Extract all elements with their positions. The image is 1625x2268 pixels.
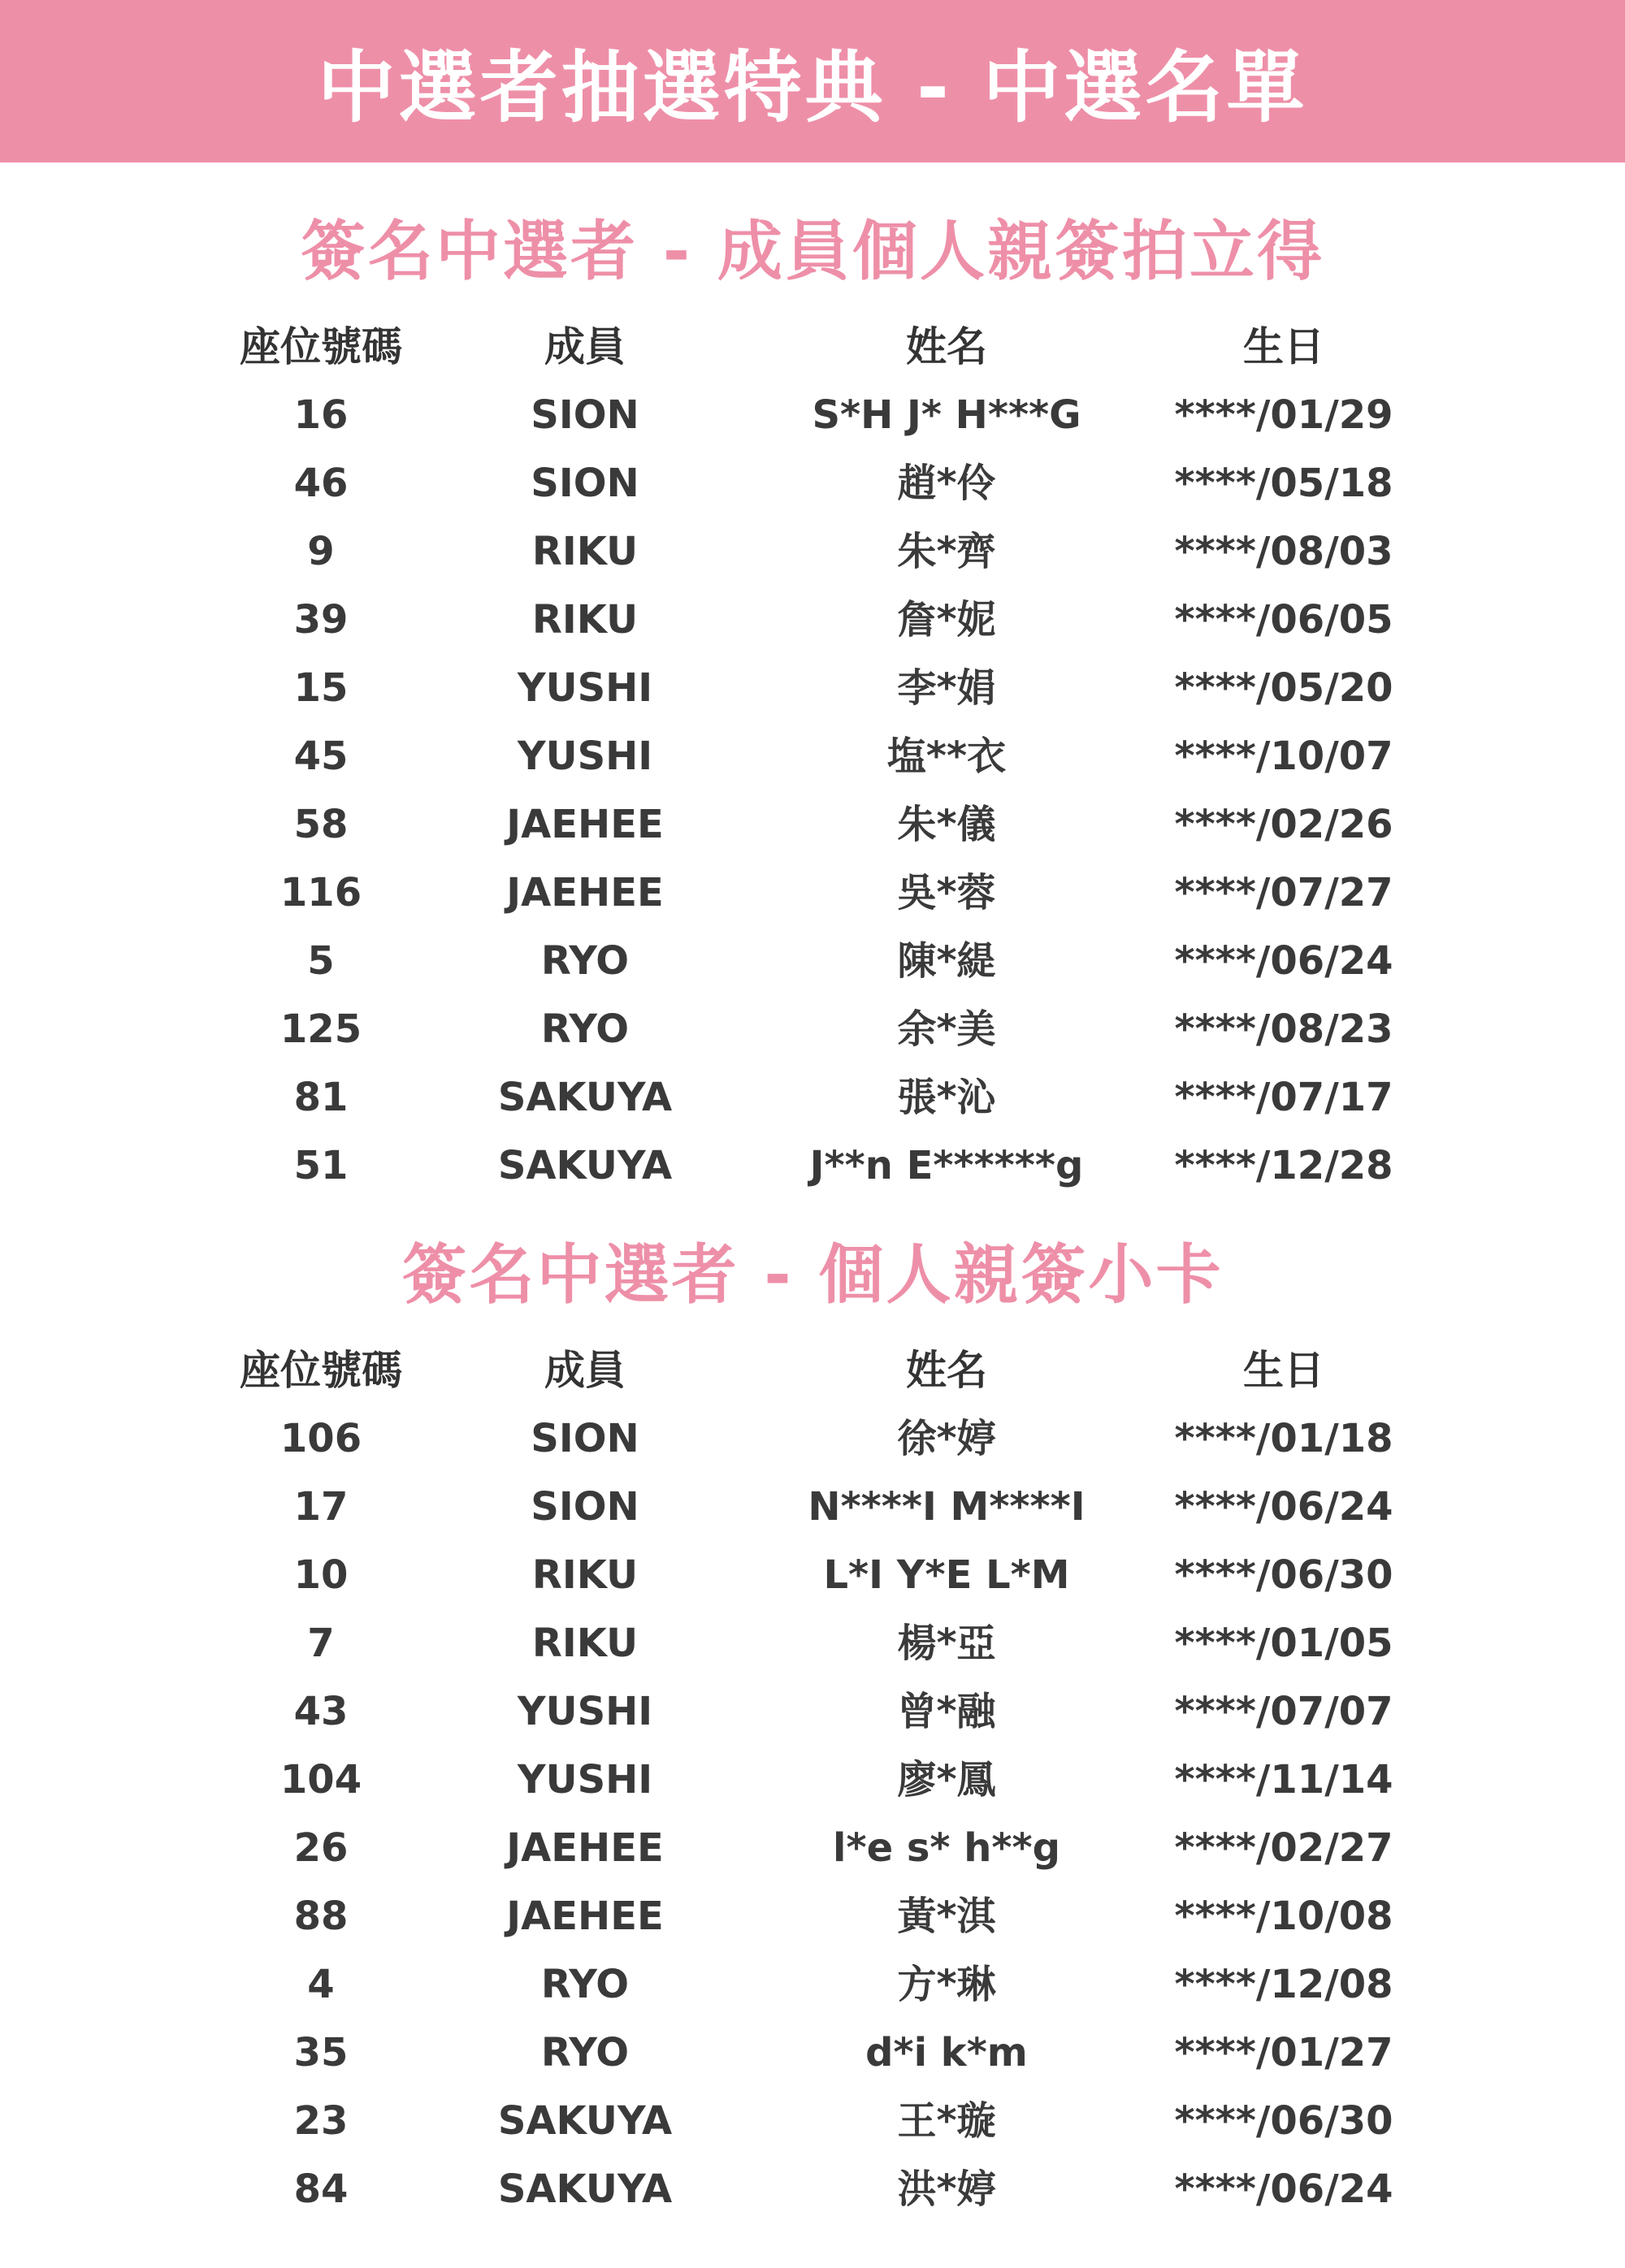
name-cell: l*e s* h**g: [833, 1825, 1060, 1871]
section-title: 簽名中選者 - 個人親簽小卡: [401, 1237, 1224, 1313]
member-cell: JAEHEE: [506, 1825, 664, 1871]
birthday-cell: ****/07/17: [1174, 1075, 1393, 1120]
seat-cell: 16: [293, 392, 349, 438]
member-cell: RYO: [540, 2030, 630, 2075]
table-row: [0, 722, 1625, 790]
seat-cell: 45: [293, 734, 349, 779]
seat-cell: 58: [293, 802, 349, 847]
name-cell: J**n E******g: [809, 1143, 1084, 1188]
table-row: [0, 790, 1625, 859]
table-row: [0, 995, 1625, 1063]
name-cell: 塩**衣: [886, 734, 1007, 779]
section-photocard-winners: [0, 1231, 1625, 2223]
name-cell: 王*璇: [897, 2098, 996, 2144]
name-cell: 陳*緹: [897, 938, 996, 984]
seat-cell: 4: [307, 1962, 335, 2007]
seat-cell: 81: [293, 1075, 349, 1120]
table-row: [0, 927, 1625, 995]
table-row: [0, 1814, 1625, 1882]
seat-cell: 46: [293, 461, 349, 506]
birthday-cell: ****/06/05: [1174, 597, 1393, 643]
table-header-row: [0, 313, 1625, 381]
seat-cell: 17: [293, 1484, 349, 1530]
birthday-cell: ****/05/18: [1174, 461, 1393, 506]
member-cell: RYO: [540, 1962, 630, 2007]
birthday-cell: ****/01/18: [1174, 1416, 1393, 1461]
name-cell: 李*娟: [897, 665, 996, 711]
page-title: 中選者抽選特典 - 中選名單: [317, 41, 1308, 133]
header-name: 姓名: [906, 1347, 987, 1394]
seat-cell: 26: [293, 1825, 349, 1871]
seat-cell: 7: [307, 1621, 335, 1666]
member-cell: SAKUYA: [497, 2166, 673, 2212]
member-cell: RIKU: [531, 529, 639, 574]
birthday-cell: ****/12/08: [1174, 1962, 1393, 2007]
header-member: 成員: [544, 323, 626, 370]
member-cell: JAEHEE: [506, 1894, 664, 1939]
seat-cell: 5: [307, 938, 335, 984]
header-seat: 座位號碼: [240, 323, 402, 370]
member-cell: JAEHEE: [506, 802, 664, 847]
birthday-cell: ****/12/28: [1174, 1143, 1393, 1188]
member-cell: YUSHI: [517, 734, 653, 779]
member-cell: SION: [531, 461, 639, 506]
member-cell: SION: [531, 1484, 639, 1530]
table-row: [0, 1746, 1625, 1814]
member-cell: RYO: [540, 1006, 630, 1052]
table-row: [0, 1405, 1625, 1473]
member-cell: YUSHI: [517, 665, 653, 711]
birthday-cell: ****/06/24: [1174, 1484, 1393, 1530]
table-row: [0, 2019, 1625, 2087]
birthday-cell: ****/01/05: [1174, 1621, 1393, 1666]
table-row: [0, 381, 1625, 449]
name-cell: L*I Y*E L*M: [823, 1552, 1070, 1598]
table-row: [0, 1132, 1625, 1200]
name-cell: 詹*妮: [897, 597, 996, 643]
winners-table: [0, 1336, 1625, 2223]
table-row: [0, 449, 1625, 517]
member-cell: JAEHEE: [506, 870, 664, 915]
table-row: [0, 1882, 1625, 1950]
name-cell: 余*美: [897, 1006, 996, 1052]
section-title: 簽名中選者 - 成員個人親簽拍立得: [301, 214, 1324, 289]
birthday-cell: ****/05/20: [1174, 665, 1393, 711]
member-cell: RYO: [540, 938, 630, 984]
name-cell: 方*琳: [897, 1962, 996, 2007]
table-row: [0, 1677, 1625, 1746]
name-cell: N****I M****I: [808, 1484, 1086, 1530]
header-seat: 座位號碼: [240, 1347, 402, 1394]
name-cell: 趙*伶: [897, 461, 996, 506]
table-row: [0, 1541, 1625, 1609]
name-cell: 徐*婷: [897, 1416, 996, 1461]
birthday-cell: ****/08/03: [1174, 529, 1393, 574]
table-row: [0, 1063, 1625, 1132]
name-cell: d*i k*m: [865, 2030, 1028, 2075]
birthday-cell: ****/01/27: [1174, 2030, 1393, 2075]
name-cell: 廖*鳳: [897, 1757, 996, 1803]
seat-cell: 125: [280, 1006, 362, 1052]
seat-cell: 10: [293, 1552, 349, 1598]
birthday-cell: ****/08/23: [1174, 1006, 1393, 1052]
member-cell: SAKUYA: [497, 1075, 673, 1120]
name-cell: 黃*淇: [897, 1894, 996, 1939]
name-cell: 洪*婷: [897, 2166, 996, 2212]
header-banner: [0, 0, 1625, 162]
seat-cell: 106: [280, 1416, 362, 1461]
header-member: 成員: [544, 1347, 626, 1394]
table-row: [0, 2155, 1625, 2223]
seat-cell: 9: [307, 529, 335, 574]
header-birthday: 生日: [1243, 1347, 1324, 1394]
birthday-cell: ****/07/27: [1174, 870, 1393, 915]
seat-cell: 43: [293, 1689, 349, 1734]
name-cell: S*H J* H***G: [812, 392, 1081, 438]
member-cell: RIKU: [531, 597, 639, 643]
member-cell: RIKU: [531, 1552, 639, 1598]
seat-cell: 39: [293, 597, 349, 643]
birthday-cell: ****/02/26: [1174, 802, 1393, 847]
seat-cell: 88: [293, 1894, 349, 1939]
seat-cell: 84: [293, 2166, 349, 2212]
name-cell: 曾*融: [897, 1689, 996, 1734]
member-cell: RIKU: [531, 1621, 639, 1666]
table-row: [0, 2087, 1625, 2155]
table-row: [0, 1950, 1625, 2019]
table-row: [0, 859, 1625, 927]
seat-cell: 15: [293, 665, 349, 711]
member-cell: YUSHI: [517, 1757, 653, 1803]
table-row: [0, 586, 1625, 654]
birthday-cell: ****/01/29: [1174, 392, 1393, 438]
birthday-cell: ****/07/07: [1174, 1689, 1393, 1734]
name-cell: 朱*儀: [897, 802, 996, 847]
birthday-cell: ****/06/30: [1174, 1552, 1393, 1598]
birthday-cell: ****/10/07: [1174, 734, 1393, 779]
seat-cell: 116: [280, 870, 362, 915]
seat-cell: 104: [280, 1757, 362, 1803]
name-cell: 朱*齊: [897, 529, 996, 574]
birthday-cell: ****/11/14: [1174, 1757, 1393, 1803]
birthday-cell: ****/02/27: [1174, 1825, 1393, 1871]
member-cell: SAKUYA: [497, 1143, 673, 1188]
seat-cell: 35: [293, 2030, 349, 2075]
member-cell: SION: [531, 1416, 639, 1461]
member-cell: YUSHI: [517, 1689, 653, 1734]
header-birthday: 生日: [1243, 323, 1324, 370]
table-row: [0, 517, 1625, 586]
birthday-cell: ****/06/24: [1174, 2166, 1393, 2212]
seat-cell: 23: [293, 2098, 349, 2144]
birthday-cell: ****/06/24: [1174, 938, 1393, 984]
winners-table: [0, 313, 1625, 1200]
table-header-row: [0, 1336, 1625, 1405]
name-cell: 吳*蓉: [897, 870, 996, 915]
birthday-cell: ****/10/08: [1174, 1894, 1393, 1939]
header-name: 姓名: [906, 323, 987, 370]
table-row: [0, 1609, 1625, 1677]
name-cell: 楊*亞: [897, 1621, 996, 1666]
section-polaroid-winners: [0, 207, 1625, 1200]
name-cell: 張*沁: [897, 1075, 996, 1120]
member-cell: SION: [531, 392, 639, 438]
member-cell: SAKUYA: [497, 2098, 673, 2144]
birthday-cell: ****/06/30: [1174, 2098, 1393, 2144]
table-row: [0, 1473, 1625, 1541]
seat-cell: 51: [293, 1143, 349, 1188]
table-row: [0, 654, 1625, 722]
